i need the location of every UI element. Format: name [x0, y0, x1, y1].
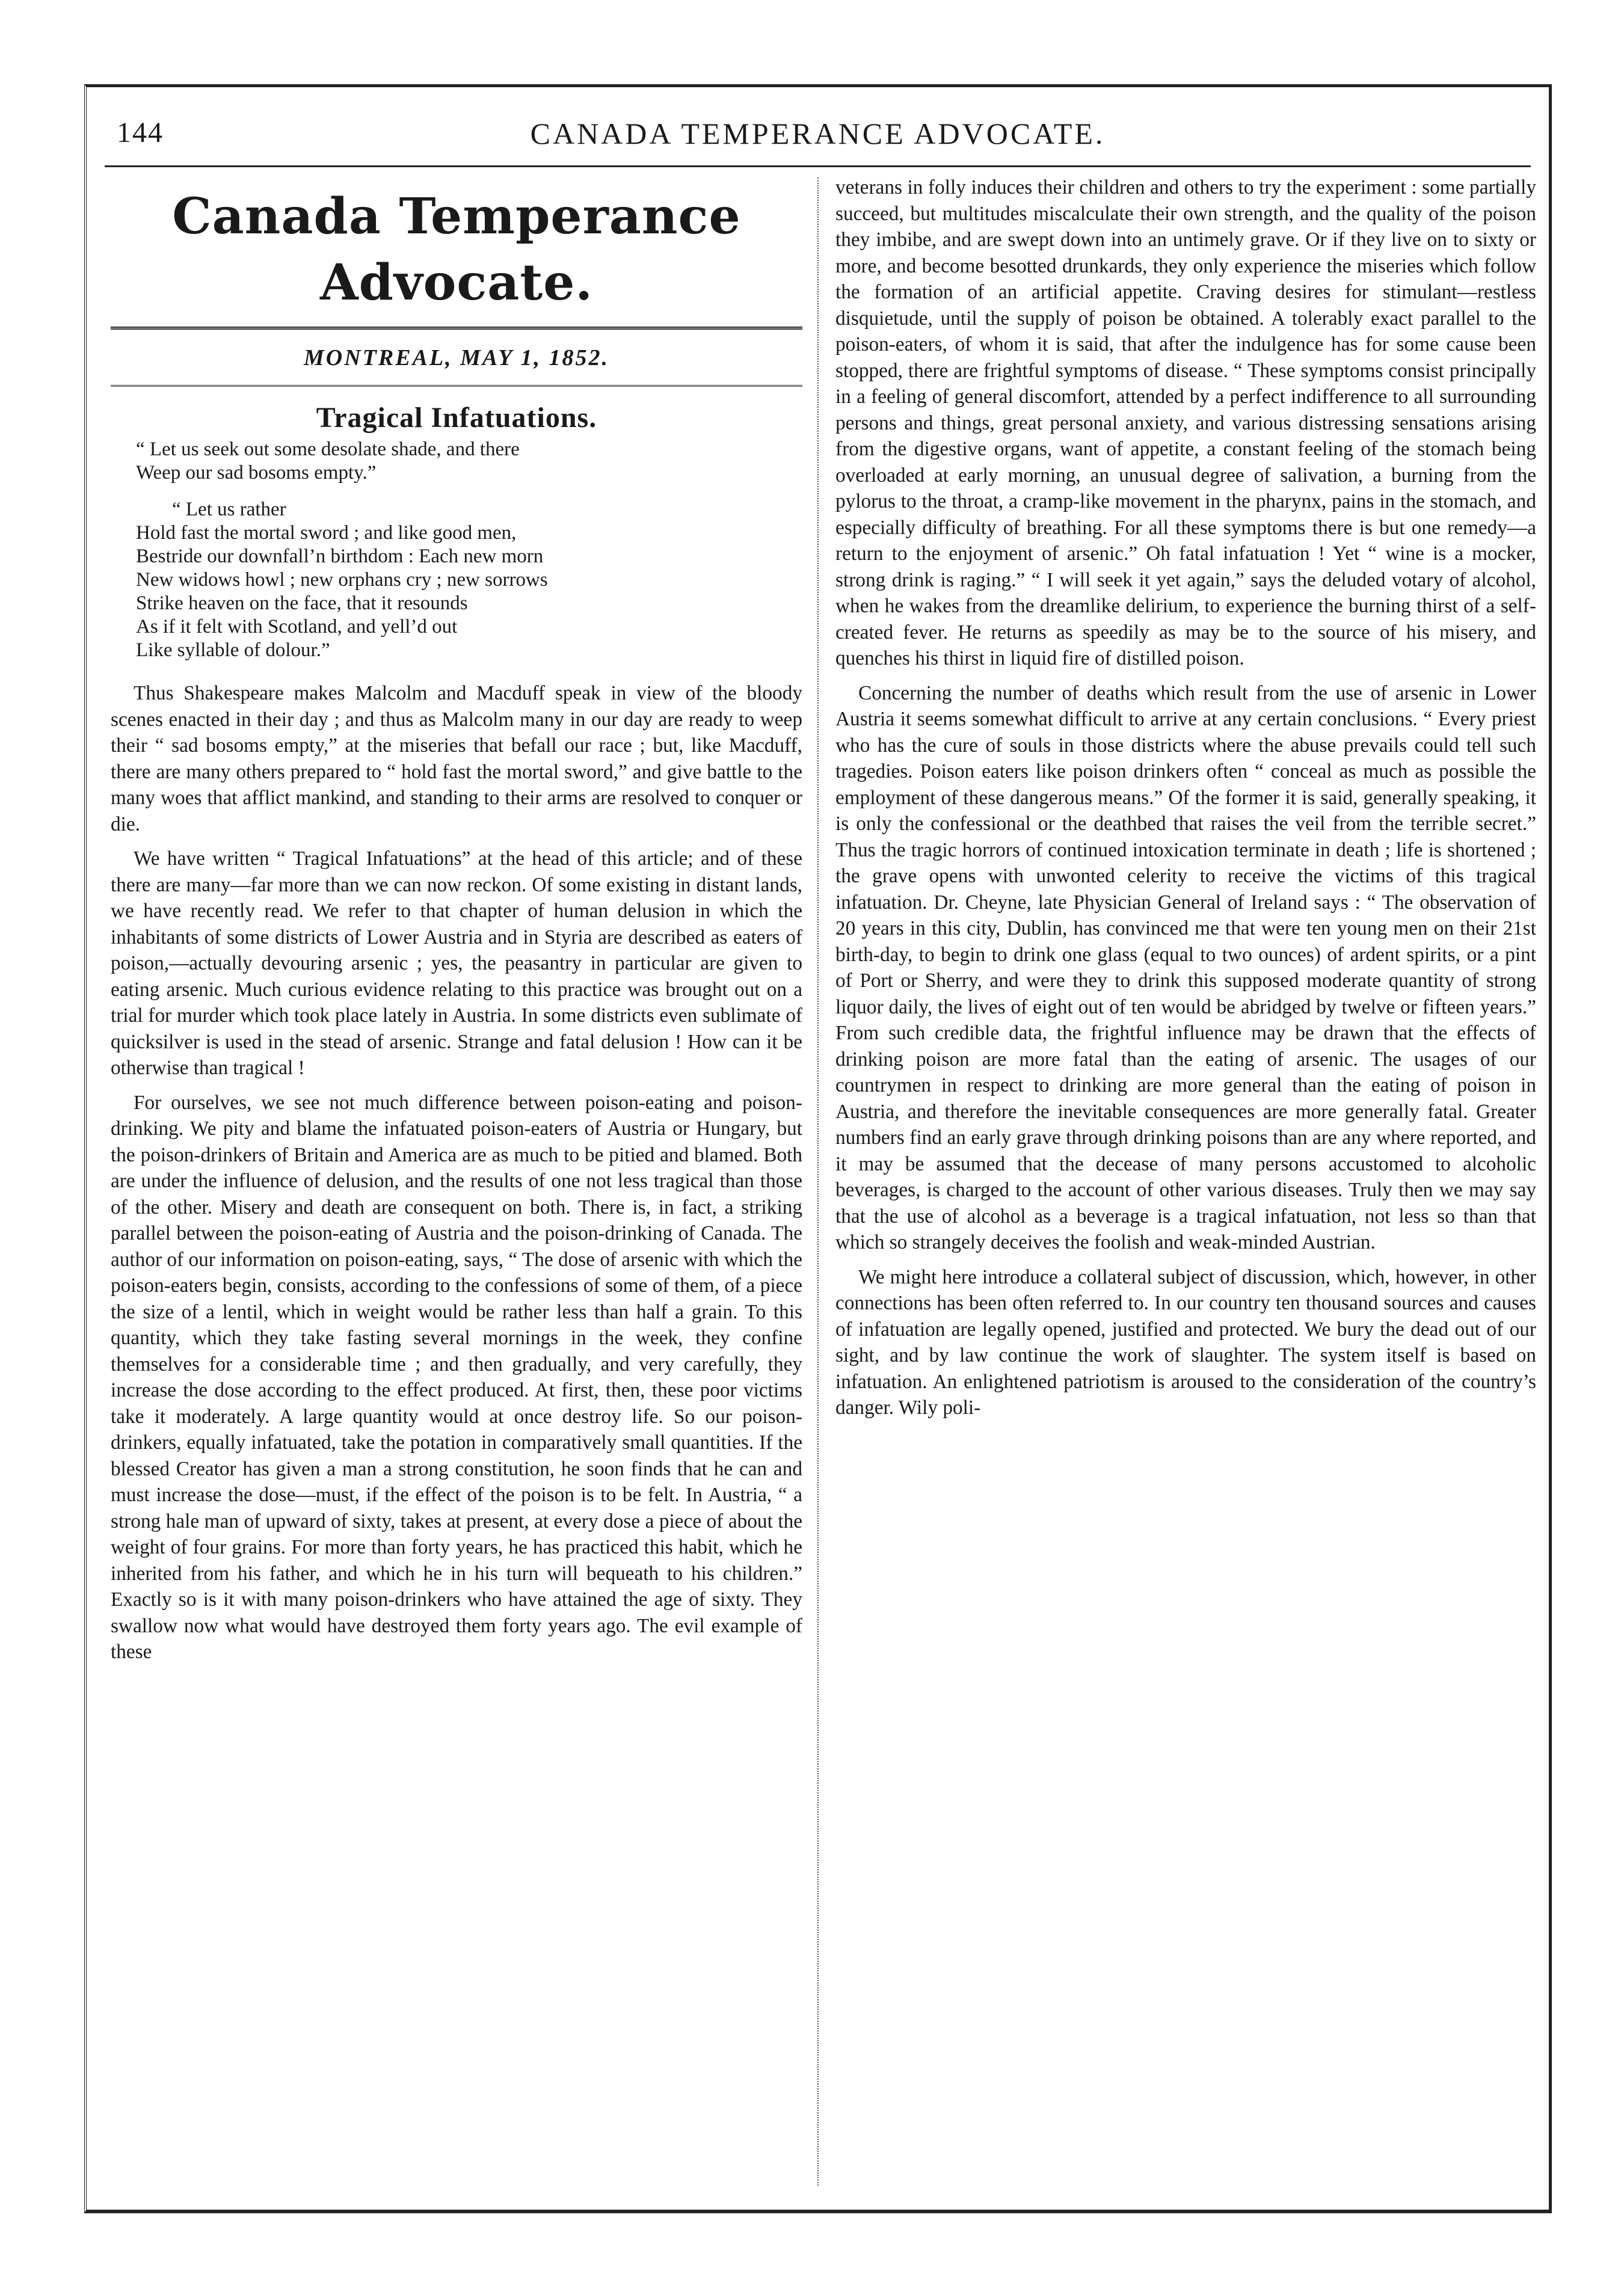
left-column [111, 183, 802, 1674]
paragraph: Concerning the number of deaths which result from the use of arsenic in Lower Austria it seems somewhat difficult to arrive at any certain conclusions. “ Every priest who has the cure of souls in those districts where the abuse prevails could tell such tragedies. Poison eaters like poison drinkers often “ conceal as much as possible the employment of these dangerous means.” Of the former it is said, generally speaking, it is only the confessional or the deathbed that raises the veil from the terrible secret.” Thus the tragic horrors of continued intoxication terminate in death ; life is shortened ; the grave opens with unwonted celerity to receive the victims of this tragical infatuation. Dr. Cheyne, late Physician General of Ireland says : “ The observation of 20 years in this city, Dublin, has convinced me that were ten young men on their 21st birth-day, to begin to drink one glass (equal to two ounces) of ardent spirits, or a pint of Port or Sherry, and were they to drink this supposed moderate quantity of strong liquor daily, the lives of eight out of ten would be abridged by twelve or fifteen years.” From such credible data, the frightful influence may be drawn that the effects of drinking poison are more fatal than the eating of arsenic. The usages of our countrymen in respect to drinking are more general than the eating of poison in Austria, and therefore the inevitable consequences are more generally fatal. Greater numbers find an early grave through drinking poisons than are any where reported, and it may be assumed that the decease of many persons accustomed to alcoholic beverages, is charged to the account of other various diseases. Truly then we may say that the use of alcohol as a beverage is a tragical infatuation, not less so than that which so strangely deceives the foolish and weak-minded Austrian. [835, 681, 1536, 1253]
verse-line: “ Let us seek out some desolate shade, and there [136, 438, 520, 460]
running-head [105, 105, 1531, 167]
right-column [835, 174, 1536, 1430]
paragraph: Thus Shakespeare makes Malcolm and Macduff speak in view of the bloody scenes enacted in their day ; and thus as Malcolm many in our day are ready to weep their “ sad bosoms empty,” at the miseries that befall our race ; but, like Macduff, there are many others prepared to “ hold fast the mortal sword,” and give battle to the many woes that afflict mankind, and standing to their arms are resolved to conquer or die. [111, 682, 802, 835]
article-title: Tragical Infatuations. [316, 401, 597, 434]
paragraph: For ourselves, we see not much difference between poison-eating and poison-drinking. We pity and blame the infatuated poison-eaters of Austria or Hungary, but the poison-drinkers of Britain and America are as much to be pitied and blamed. Both are under the influence of delusion, and the results of one not less tragical than those of the other. Misery and death are consequent on both. There is, in fact, a striking parallel between the poison-eating of Austria and the poison-drinking of Canada. The author of our information on poison-eating, says, “ The dose of arsenic with which the poison-eaters begin, consists, according to the confessions of some of them, of a piece the size of a lentil, which in weight would be rather less than half a grain. To this quantity, which they take fasting several mornings in the week, they confine themselves for a considerable time ; and then gradually, and very carefully, they increase the dose according to the effect produced. At first, then, these poor victims take it moderately. A large quantity would at once destroy life. So our poison-drinkers, equally infatuated, take the potation in comparatively small quantities. If the blessed Creator has given a man a strong constitution, he soon finds that he can and must increase the dose—must, if the effect of the poison is to be felt. In Austria, “ a strong hale man of upward of sixty, takes at present, at every dose a piece of about the weight of four grains. For more than forty years, he has practiced this habit, which he inherited from his father, and which he in his turn will bequeath to his children.” Exactly so is it with many poison-drinkers who have attained the age of sixty. They swallow now what would have destroyed them forty years ago. The evil example of these [111, 1091, 802, 1663]
verse-line: New widows howl ; new orphans cry ; new sorrows [136, 569, 548, 591]
masthead: Canada Temperance Advocate. [111, 183, 802, 330]
column-divider [817, 177, 819, 2186]
running-title: CANADA TEMPERANCE ADVOCATE. [530, 117, 1106, 150]
page-number: 144 [117, 117, 164, 149]
verse-line: Strike heaven on the face, that it resounds [136, 592, 468, 614]
newspaper-page [84, 84, 1552, 2213]
paragraph: We have written “ Tragical Infatuations” at the head of this article; and of these there are many—far more than we can now reckon. Of some existing in distant lands, we have recently read. We refer to that chapter of human delusion in which the inhabitants of some districts of Lower Austria and in Styria are described as eaters of poison,—actually devouring arsenic ; yes, the peasantry in particular are given to eating arsenic. Much curious evidence relating to this practice was brought out on a trial for murder which took place lately in Austria. In some districts even sublimate of quicksilver is used in the stead of arsenic. Strange and fatal delusion ! How can it be otherwise than tragical ! [111, 847, 802, 1079]
verse-epigraph [136, 438, 802, 662]
verse-line: As if it felt with Scotland, and yell’d out [136, 616, 458, 638]
paragraph: We might here introduce a collateral subject of discussion, which, however, in other connections has been often referred to. In our country ten thousand sources and causes of infatuation are legally opened, justified and protected. We bury the dead out of our sight, and by law continue the work of slaughter. The system itself is based on infatuation. An enlightened patriotism is aroused to the consideration of the country’s danger. Wily poli- [835, 1265, 1536, 1419]
verse-line: Bestride our downfall’n birthdom : Each new morn [136, 545, 544, 567]
verse-line: Like syllable of dolour.” [136, 639, 330, 661]
dateline: MONTREAL, MAY 1, 1852. [111, 330, 802, 387]
verse-line: Weep our sad bosoms empty.” [136, 462, 377, 484]
verse-line: Hold fast the mortal sword ; and like good men, [136, 522, 517, 544]
verse-line: “ Let us rather [172, 499, 286, 520]
paragraph: veterans in folly induces their children and others to try the experiment : some partially succeed, but multitudes miscalculate their own strength, and the quality of the poison they imbibe, and are swept down into an untimely grave. Or if they live on to sixty or more, and become besotted drunkards, they only experience the miseries which follow the formation of an artificial appetite. Craving desires for stimulant—restless disquietude, until the supply of poison be obtained. A tolerably exact parallel to the poison-eaters, of whom it is said, that after the indulgence has for some cause been stopped, there are frightful symptoms of disease. “ These symptoms consist principally in a feeling of general discomfort, attended by a perfect indifference to all surrounding persons and things, great personal anxiety, and various distressing sensations arising from the digestive organs, want of appetite, a constant feeling of the stomach being overloaded at early morning, an unusual degree of salivation, a burning from the pylorus to the throat, a cramp-like movement in the pharynx, pains in the stomach, and especially difficulty of breathing. For all these symptoms there is but one remedy—a return to the enjoyment of arsenic.” Oh fatal infatuation ! Yet “ wine is a mocker, strong drink is raging.” “ I will seek it yet again,” says the deluded votary of alcohol, when he wakes from the dreamlike delirium, to experience the burning thirst of a self-created fever. He returns as speedily as may be to the source of his misery, and quenches his thirst in liquid fire of distilled poison. [835, 176, 1536, 669]
